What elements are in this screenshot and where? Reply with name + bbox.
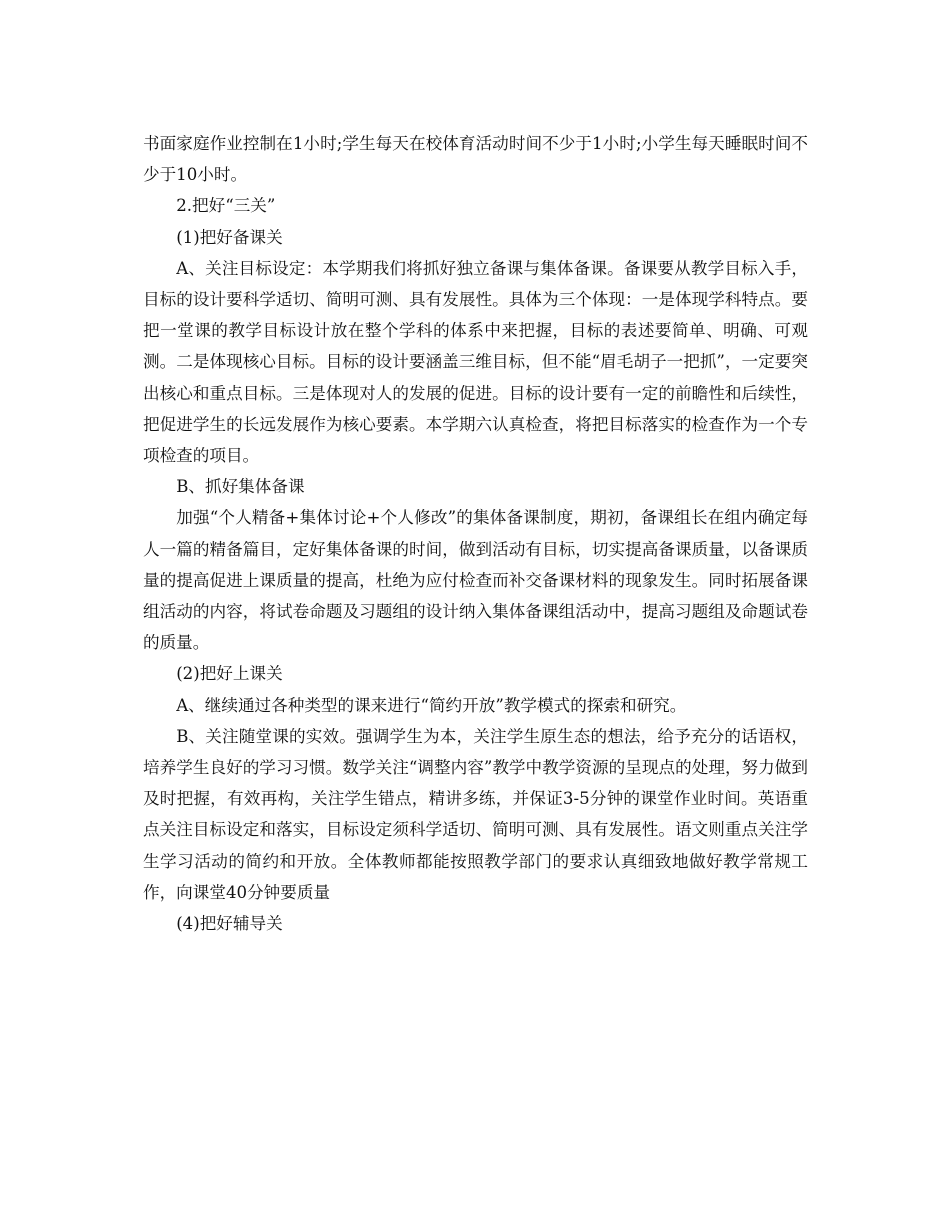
document-body	[143, 128, 808, 939]
paragraph-goal-setting: A、关注目标设定：本学期我们将抓好独立备课与集体备课。备课要从教学目标入手，目标的设计要科学适切、简明可测、具有发展性。具体为三个体现：一是体现学科特点。要把一堂课的教学目标设计放在整个学科的体系中来把握，目标的表述要简单、明确、可观测。二是体现核心目标。目标的设计要涵盖三维目标，但不能“眉毛胡子一把抓”，一定要突出核心和重点目标。三是体现对人的发展的促进。目标的设计要有一定的前瞻性和后续性，把促进学生的长远发展作为核心要素。本学期六认真检查，将把目标落实的检查作为一个专项检查的项目。	[143, 258, 808, 466]
heading-three-checks: 2.把好“三关”	[176, 196, 276, 216]
heading-lesson-prep: (1)把好备课关	[176, 227, 283, 247]
paragraph-collective-prep: 加强“个人精备+集体讨论+个人修改”的集体备课制度，期初，备课组长在组内确定每人一篇的精备篇目，定好集体备课的时间，做到活动有目标，切实提高备课质量，以备课质量的提高促进上课质量的提高，杜绝为应付检查而补交备课材料的现象发生。同时拓展备课组活动的内容，将试卷命题及习题组的设计纳入集体备课组活动中，提高习题组及命题试卷的质量。	[143, 508, 808, 653]
heading-collective-prep: B、抓好集体备课	[176, 477, 305, 497]
paragraph-classroom-effect: B、关注随堂课的实效。强调学生为本，关注学生原生态的想法，给予充分的话语权，培养学生良好的学习习惯。数学关注“调整内容”教学中教学资源的呈现点的处理，努力做到及时把握，有效再构，关注学生错点，精讲多练，并保证3-5分钟的课堂作业时间。英语重点关注目标设定和落实，目标设定须科学适切、简明可测、具有发展性。语文则重点关注学生学习活动的简约和开放。全体教师都能按照教学部门的要求认真细致地做好教学常规工作，向课堂40分钟要质量	[143, 726, 808, 902]
paragraph-1: 书面家庭作业控制在1小时;学生每天在校体育活动时间不少于1小时;小学生每天睡眠时间不少于10小时。	[143, 134, 808, 185]
paragraph-teaching-model: A、继续通过各种类型的课来进行“简约开放”教学模式的探索和研究。	[176, 695, 687, 715]
heading-teaching: (2)把好上课关	[176, 664, 283, 684]
heading-tutoring: (4)把好辅导关	[176, 914, 283, 934]
